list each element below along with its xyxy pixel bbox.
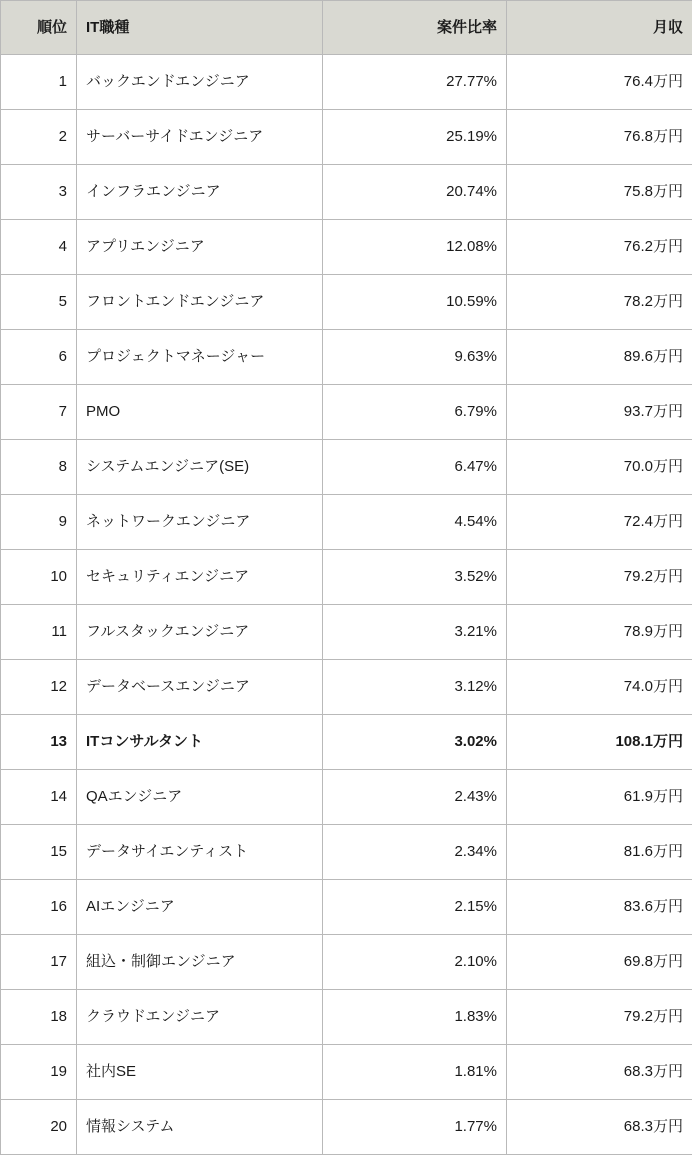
cell-rank: 4 [1,220,77,275]
cell-ratio: 9.63% [323,330,507,385]
cell-ratio: 25.19% [323,110,507,165]
cell-rank: 8 [1,440,77,495]
table-row [1,990,692,1045]
table-row [1,110,692,165]
table-body [1,55,692,1155]
cell-rank: 12 [1,660,77,715]
cell-salary: 78.9万円 [507,605,692,660]
cell-salary: 68.3万円 [507,1045,692,1100]
cell-ratio: 4.54% [323,495,507,550]
cell-rank: 13 [1,715,77,770]
cell-ratio: 3.21% [323,605,507,660]
cell-job: ネットワークエンジニア [77,495,323,550]
cell-ratio: 20.74% [323,165,507,220]
cell-rank: 14 [1,770,77,825]
cell-job: フルスタックエンジニア [77,605,323,660]
header-row [1,1,692,55]
table-row [1,440,692,495]
table-row [1,1100,692,1155]
cell-job: バックエンドエンジニア [77,55,323,110]
table-row [1,715,692,770]
cell-ratio: 2.43% [323,770,507,825]
cell-job: QAエンジニア [77,770,323,825]
column-header-salary: 月収 [507,1,692,55]
cell-ratio: 3.12% [323,660,507,715]
table-row [1,495,692,550]
cell-job: システムエンジニア(SE) [77,440,323,495]
cell-job: ITコンサルタント [77,715,323,770]
cell-salary: 76.2万円 [507,220,692,275]
table-row [1,385,692,440]
cell-job: クラウドエンジニア [77,990,323,1045]
cell-salary: 74.0万円 [507,660,692,715]
column-header-ratio: 案件比率 [323,1,507,55]
cell-ratio: 3.52% [323,550,507,605]
cell-salary: 81.6万円 [507,825,692,880]
cell-salary: 70.0万円 [507,440,692,495]
cell-ratio: 1.81% [323,1045,507,1100]
cell-salary: 78.2万円 [507,275,692,330]
table-row [1,880,692,935]
table-row [1,825,692,880]
cell-job: 情報システム [77,1100,323,1155]
cell-job: アプリエンジニア [77,220,323,275]
cell-job: 組込・制御エンジニア [77,935,323,990]
cell-ratio: 6.47% [323,440,507,495]
table-header [1,1,692,55]
table-row [1,605,692,660]
cell-job: データサイエンティスト [77,825,323,880]
table-row [1,165,692,220]
cell-salary: 93.7万円 [507,385,692,440]
cell-job: サーバーサイドエンジニア [77,110,323,165]
cell-ratio: 2.10% [323,935,507,990]
cell-ratio: 2.15% [323,880,507,935]
cell-rank: 9 [1,495,77,550]
cell-job: 社内SE [77,1045,323,1100]
table-row [1,330,692,385]
cell-ratio: 12.08% [323,220,507,275]
cell-rank: 19 [1,1045,77,1100]
cell-rank: 10 [1,550,77,605]
cell-job: セキュリティエンジニア [77,550,323,605]
cell-rank: 17 [1,935,77,990]
cell-rank: 1 [1,55,77,110]
cell-rank: 11 [1,605,77,660]
cell-ratio: 1.77% [323,1100,507,1155]
cell-salary: 69.8万円 [507,935,692,990]
table-row [1,1045,692,1100]
cell-ratio: 10.59% [323,275,507,330]
column-header-rank: 順位 [1,1,77,55]
cell-salary: 79.2万円 [507,990,692,1045]
cell-salary: 83.6万円 [507,880,692,935]
cell-ratio: 6.79% [323,385,507,440]
table-row [1,770,692,825]
table-row [1,550,692,605]
cell-rank: 20 [1,1100,77,1155]
cell-rank: 5 [1,275,77,330]
cell-salary: 76.4万円 [507,55,692,110]
cell-salary: 108.1万円 [507,715,692,770]
cell-salary: 79.2万円 [507,550,692,605]
cell-rank: 6 [1,330,77,385]
cell-ratio: 3.02% [323,715,507,770]
cell-rank: 3 [1,165,77,220]
cell-salary: 89.6万円 [507,330,692,385]
cell-rank: 2 [1,110,77,165]
cell-job: AIエンジニア [77,880,323,935]
cell-job: インフラエンジニア [77,165,323,220]
cell-job: PMO [77,385,323,440]
cell-ratio: 27.77% [323,55,507,110]
table-row [1,660,692,715]
table-row [1,935,692,990]
table-row [1,55,692,110]
cell-salary: 61.9万円 [507,770,692,825]
table-row [1,220,692,275]
cell-salary: 75.8万円 [507,165,692,220]
cell-rank: 16 [1,880,77,935]
cell-salary: 76.8万円 [507,110,692,165]
cell-job: フロントエンドエンジニア [77,275,323,330]
cell-salary: 68.3万円 [507,1100,692,1155]
cell-job: データベースエンジニア [77,660,323,715]
cell-ratio: 1.83% [323,990,507,1045]
cell-rank: 7 [1,385,77,440]
column-header-job: IT職種 [77,1,323,55]
cell-rank: 18 [1,990,77,1045]
cell-ratio: 2.34% [323,825,507,880]
table-row [1,275,692,330]
cell-salary: 72.4万円 [507,495,692,550]
cell-rank: 15 [1,825,77,880]
cell-job: プロジェクトマネージャー [77,330,323,385]
